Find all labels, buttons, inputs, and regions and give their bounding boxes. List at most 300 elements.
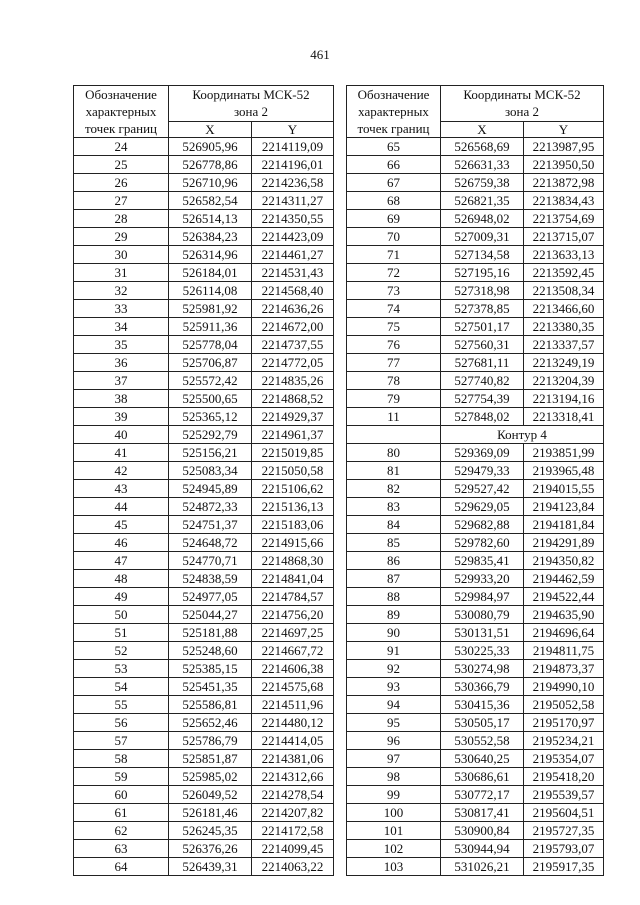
coordinate-y-cell: 2214119,09 — [252, 138, 334, 156]
coordinate-y-cell: 2213380,35 — [524, 318, 604, 336]
point-number-cell: 55 — [74, 696, 169, 714]
coordinate-x-header: X — [441, 121, 524, 137]
coordinate-y-cell: 2194291,89 — [524, 534, 604, 552]
point-number-cell: 68 — [347, 192, 441, 210]
coordinate-y-cell: 2214480,12 — [252, 714, 334, 732]
coordinate-x-cell: 530225,33 — [441, 642, 524, 660]
coordinate-x-cell: 530274,98 — [441, 660, 524, 678]
table-row — [74, 174, 334, 192]
coordinate-y-cell: 2213754,69 — [524, 210, 604, 228]
coordinate-y-cell: 2214099,45 — [252, 840, 334, 858]
table-row — [347, 660, 604, 678]
coordinate-y-cell: 2214575,68 — [252, 678, 334, 696]
coordinate-y-cell: 2194350,82 — [524, 552, 604, 570]
point-number-cell: 50 — [74, 606, 169, 624]
coordinate-x-cell: 524770,71 — [169, 552, 252, 570]
coordinate-x-cell: 526049,52 — [169, 786, 252, 804]
point-number-cell: 67 — [347, 174, 441, 192]
coordinate-y-header: Y — [252, 121, 334, 137]
point-number-cell: 96 — [347, 732, 441, 750]
table-row — [74, 480, 334, 498]
point-number-cell: 76 — [347, 336, 441, 354]
table-row — [74, 408, 334, 426]
coordinate-y-cell: 2214772,05 — [252, 354, 334, 372]
point-number-cell: 37 — [74, 372, 169, 390]
coordinate-x-cell: 529933,20 — [441, 570, 524, 588]
coordinate-x-cell: 525365,12 — [169, 408, 252, 426]
coordinate-x-cell: 530366,79 — [441, 678, 524, 696]
coordinate-y-cell: 2214756,20 — [252, 606, 334, 624]
coordinate-x-cell: 525778,04 — [169, 336, 252, 354]
table-row — [74, 354, 334, 372]
coordinate-y-cell: 2194181,84 — [524, 516, 604, 534]
coordinate-y-cell: 2214667,72 — [252, 642, 334, 660]
coordinate-x-cell: 524945,89 — [169, 480, 252, 498]
coordinate-y-cell: 2195727,35 — [524, 822, 604, 840]
table-row — [347, 696, 604, 714]
table-row — [347, 462, 604, 480]
point-number-cell: 89 — [347, 606, 441, 624]
coordinate-y-cell: 2213508,34 — [524, 282, 604, 300]
coordinates-table-left — [73, 85, 334, 876]
point-number-cell: 84 — [347, 516, 441, 534]
coordinate-x-cell: 524648,72 — [169, 534, 252, 552]
coordinate-x-cell: 526384,23 — [169, 228, 252, 246]
table-row — [74, 192, 334, 210]
coordinate-x-cell: 530686,61 — [441, 768, 524, 786]
table-row — [347, 552, 604, 570]
section-title: Контур 4 — [441, 426, 604, 444]
coordinate-y-cell: 2214207,82 — [252, 804, 334, 822]
table-row — [347, 606, 604, 624]
coordinate-y-cell: 2215019,85 — [252, 444, 334, 462]
point-number-cell: 27 — [74, 192, 169, 210]
table-row — [74, 750, 334, 768]
table-row — [74, 624, 334, 642]
coordinate-y-cell: 2195917,35 — [524, 858, 604, 876]
point-number-cell: 100 — [347, 804, 441, 822]
coordinate-x-cell: 530080,79 — [441, 606, 524, 624]
coordinate-x-cell: 527848,02 — [441, 408, 524, 426]
point-number-cell: 103 — [347, 858, 441, 876]
coordinate-y-cell: 2195170,97 — [524, 714, 604, 732]
table-row — [74, 390, 334, 408]
point-number-cell: 58 — [74, 750, 169, 768]
table-row — [347, 840, 604, 858]
table-row — [347, 516, 604, 534]
coordinate-x-cell: 530944,94 — [441, 840, 524, 858]
coordinate-y-cell: 2214606,38 — [252, 660, 334, 678]
table-row — [74, 282, 334, 300]
coordinate-x-cell: 525083,34 — [169, 462, 252, 480]
table-row — [347, 480, 604, 498]
point-number-cell: 28 — [74, 210, 169, 228]
table-row — [74, 462, 334, 480]
table-row — [74, 570, 334, 588]
table-row — [74, 534, 334, 552]
coordinate-y-cell: 2214868,52 — [252, 390, 334, 408]
coordinate-y-cell: 2213872,98 — [524, 174, 604, 192]
coordinate-y-cell: 2213337,57 — [524, 336, 604, 354]
table-row — [74, 606, 334, 624]
coordinate-y-cell: 2214835,26 — [252, 372, 334, 390]
coordinate-x-cell: 526314,96 — [169, 246, 252, 264]
coordinate-x-cell: 527009,31 — [441, 228, 524, 246]
table-row — [347, 282, 604, 300]
table-row — [347, 174, 604, 192]
point-number-cell: 54 — [74, 678, 169, 696]
table-row — [74, 678, 334, 696]
coordinate-y-cell: 2213592,45 — [524, 264, 604, 282]
coordinate-x-cell: 525500,65 — [169, 390, 252, 408]
coordinate-y-cell: 2215183,06 — [252, 516, 334, 534]
coordinate-x-cell: 525851,87 — [169, 750, 252, 768]
coordinate-x-cell: 525385,15 — [169, 660, 252, 678]
point-number-cell: 71 — [347, 246, 441, 264]
table-row — [347, 588, 604, 606]
point-number-cell: 73 — [347, 282, 441, 300]
point-number-cell: 79 — [347, 390, 441, 408]
coordinate-y-cell: 2193965,48 — [524, 462, 604, 480]
point-number-cell: 70 — [347, 228, 441, 246]
coordinate-x-cell: 524872,33 — [169, 498, 252, 516]
point-number-cell: 63 — [74, 840, 169, 858]
coordinate-y-cell: 2214915,66 — [252, 534, 334, 552]
point-number-cell: 60 — [74, 786, 169, 804]
coordinate-y-cell: 2214672,00 — [252, 318, 334, 336]
point-number-cell: 93 — [347, 678, 441, 696]
point-number-cell: 57 — [74, 732, 169, 750]
point-number-cell: 32 — [74, 282, 169, 300]
table-row — [347, 390, 604, 408]
table-row — [74, 336, 334, 354]
point-number-cell: 31 — [74, 264, 169, 282]
table-row — [74, 804, 334, 822]
coordinate-y-cell: 2213633,13 — [524, 246, 604, 264]
point-number-cell: 87 — [347, 570, 441, 588]
table-row — [347, 642, 604, 660]
point-number-cell: 41 — [74, 444, 169, 462]
coordinate-x-cell: 526245,35 — [169, 822, 252, 840]
coordinate-x-cell: 524751,37 — [169, 516, 252, 534]
table-row — [74, 840, 334, 858]
coordinate-y-cell: 2194635,90 — [524, 606, 604, 624]
table-row — [74, 210, 334, 228]
coordinate-x-cell: 527740,82 — [441, 372, 524, 390]
coordinates-header: Координаты МСК-52 зона 2 — [441, 86, 604, 122]
section-row — [347, 426, 604, 444]
point-number-cell: 59 — [74, 768, 169, 786]
point-number-cell: 49 — [74, 588, 169, 606]
coordinate-x-cell: 527754,39 — [441, 390, 524, 408]
coordinate-y-cell: 2214868,30 — [252, 552, 334, 570]
coordinate-y-cell: 2214172,58 — [252, 822, 334, 840]
table-row — [347, 372, 604, 390]
coordinate-y-cell: 2194015,55 — [524, 480, 604, 498]
point-number-cell: 56 — [74, 714, 169, 732]
coordinate-y-cell: 2214841,04 — [252, 570, 334, 588]
coordinate-y-cell: 2213987,95 — [524, 138, 604, 156]
table-row — [74, 300, 334, 318]
table-row — [74, 768, 334, 786]
coordinate-x-cell: 529479,33 — [441, 462, 524, 480]
coordinate-x-cell: 526778,86 — [169, 156, 252, 174]
table-row — [74, 426, 334, 444]
coordinate-x-cell: 526905,96 — [169, 138, 252, 156]
coordinate-y-cell: 2214311,27 — [252, 192, 334, 210]
coordinate-y-cell: 2214278,54 — [252, 786, 334, 804]
table-row — [74, 714, 334, 732]
point-number-cell: 64 — [74, 858, 169, 876]
coordinate-x-cell: 530817,41 — [441, 804, 524, 822]
table-row — [347, 786, 604, 804]
table-row — [347, 498, 604, 516]
table-row — [347, 678, 604, 696]
point-number-cell: 95 — [347, 714, 441, 732]
table-row — [347, 138, 604, 156]
point-number-cell: 26 — [74, 174, 169, 192]
point-number-cell: 77 — [347, 354, 441, 372]
coordinate-x-cell: 525652,46 — [169, 714, 252, 732]
point-number-cell: 42 — [74, 462, 169, 480]
coordinate-y-cell: 2214531,43 — [252, 264, 334, 282]
coordinate-y-cell: 2215136,13 — [252, 498, 334, 516]
coordinate-y-cell: 2214929,37 — [252, 408, 334, 426]
coordinate-y-cell: 2194990,10 — [524, 678, 604, 696]
point-number-cell: 53 — [74, 660, 169, 678]
table-row — [347, 570, 604, 588]
table-row — [347, 822, 604, 840]
point-number-cell: 29 — [74, 228, 169, 246]
table-row — [74, 552, 334, 570]
point-number-cell: 101 — [347, 822, 441, 840]
coordinate-y-cell: 2213249,19 — [524, 354, 604, 372]
coordinate-x-cell: 529629,05 — [441, 498, 524, 516]
point-number-cell: 52 — [74, 642, 169, 660]
coordinate-y-cell: 2214636,26 — [252, 300, 334, 318]
coordinate-x-cell: 525981,92 — [169, 300, 252, 318]
coordinate-x-cell: 529527,42 — [441, 480, 524, 498]
point-number-cell: 62 — [74, 822, 169, 840]
table-row — [74, 498, 334, 516]
table-row — [347, 804, 604, 822]
table-row — [74, 660, 334, 678]
point-designation-header: Обозначение характерных точек границ — [74, 86, 169, 138]
coordinate-y-cell: 2214414,05 — [252, 732, 334, 750]
point-number-cell: 34 — [74, 318, 169, 336]
point-number-cell: 102 — [347, 840, 441, 858]
coordinate-x-cell: 525586,81 — [169, 696, 252, 714]
coordinate-x-cell: 524838,59 — [169, 570, 252, 588]
coordinate-y-cell: 2214312,66 — [252, 768, 334, 786]
point-number-cell: 94 — [347, 696, 441, 714]
coordinate-x-cell: 525248,60 — [169, 642, 252, 660]
coordinate-y-cell: 2214196,01 — [252, 156, 334, 174]
table-row — [74, 138, 334, 156]
point-number-cell: 25 — [74, 156, 169, 174]
point-number-cell: 75 — [347, 318, 441, 336]
table-row — [74, 858, 334, 876]
table-row — [347, 750, 604, 768]
table-row — [347, 858, 604, 876]
section-empty-cell — [347, 426, 441, 444]
table-row — [74, 786, 334, 804]
table-row — [74, 444, 334, 462]
coordinate-x-cell: 524977,05 — [169, 588, 252, 606]
table-row — [347, 228, 604, 246]
point-number-cell: 98 — [347, 768, 441, 786]
point-number-cell: 78 — [347, 372, 441, 390]
table-row — [74, 156, 334, 174]
table-row — [347, 354, 604, 372]
coordinate-y-cell: 2213834,43 — [524, 192, 604, 210]
coordinate-x-cell: 526514,13 — [169, 210, 252, 228]
table-row — [347, 732, 604, 750]
coordinate-y-cell: 2195604,51 — [524, 804, 604, 822]
point-number-cell: 66 — [347, 156, 441, 174]
point-number-cell: 47 — [74, 552, 169, 570]
coordinate-x-cell: 530772,17 — [441, 786, 524, 804]
coordinate-y-cell: 2194462,59 — [524, 570, 604, 588]
coordinate-x-cell: 525572,42 — [169, 372, 252, 390]
coordinate-x-cell: 525181,88 — [169, 624, 252, 642]
coordinate-y-cell: 2214737,55 — [252, 336, 334, 354]
coordinate-y-cell: 2195234,21 — [524, 732, 604, 750]
coordinate-x-cell: 526631,33 — [441, 156, 524, 174]
coordinate-y-cell: 2193851,99 — [524, 444, 604, 462]
point-number-cell: 43 — [74, 480, 169, 498]
coordinate-x-header: X — [169, 121, 252, 137]
coordinate-x-cell: 530640,25 — [441, 750, 524, 768]
coordinate-x-cell: 525786,79 — [169, 732, 252, 750]
coordinate-x-cell: 525156,21 — [169, 444, 252, 462]
point-number-cell: 80 — [347, 444, 441, 462]
point-number-cell: 11 — [347, 408, 441, 426]
coordinate-y-cell: 2213318,41 — [524, 408, 604, 426]
coordinate-x-cell: 529835,41 — [441, 552, 524, 570]
coordinate-x-cell: 525451,35 — [169, 678, 252, 696]
coordinate-x-cell: 525985,02 — [169, 768, 252, 786]
table-row — [74, 246, 334, 264]
coordinate-x-cell: 526582,54 — [169, 192, 252, 210]
coordinate-y-cell: 2214697,25 — [252, 624, 334, 642]
point-number-cell: 46 — [74, 534, 169, 552]
table-row — [347, 714, 604, 732]
point-number-cell: 51 — [74, 624, 169, 642]
table-row — [347, 210, 604, 228]
table-row — [74, 264, 334, 282]
coordinate-y-cell: 2213466,60 — [524, 300, 604, 318]
coordinate-x-cell: 527681,11 — [441, 354, 524, 372]
point-number-cell: 24 — [74, 138, 169, 156]
table-row — [347, 264, 604, 282]
coordinate-y-cell: 2195052,58 — [524, 696, 604, 714]
point-number-cell: 81 — [347, 462, 441, 480]
table-row — [74, 642, 334, 660]
table-row — [347, 768, 604, 786]
coordinate-x-cell: 526114,08 — [169, 282, 252, 300]
coordinate-y-cell: 2194522,44 — [524, 588, 604, 606]
point-number-cell: 30 — [74, 246, 169, 264]
point-number-cell: 35 — [74, 336, 169, 354]
coordinate-x-cell: 527560,31 — [441, 336, 524, 354]
coordinate-y-cell: 2214350,55 — [252, 210, 334, 228]
coordinate-x-cell: 526376,26 — [169, 840, 252, 858]
coordinate-x-cell: 530900,84 — [441, 822, 524, 840]
coordinate-y-header: Y — [524, 121, 604, 137]
coordinate-x-cell: 527378,85 — [441, 300, 524, 318]
coordinate-x-cell: 526439,31 — [169, 858, 252, 876]
coordinate-y-cell: 2213194,16 — [524, 390, 604, 408]
table-row — [347, 246, 604, 264]
point-number-cell: 83 — [347, 498, 441, 516]
table-row — [347, 156, 604, 174]
coordinate-x-cell: 526821,35 — [441, 192, 524, 210]
coordinate-y-cell: 2195539,57 — [524, 786, 604, 804]
table-row — [347, 624, 604, 642]
point-number-cell: 74 — [347, 300, 441, 318]
table-row — [74, 516, 334, 534]
coordinate-y-cell: 2215106,62 — [252, 480, 334, 498]
table-row — [347, 300, 604, 318]
table-row — [74, 372, 334, 390]
table-row — [74, 588, 334, 606]
coordinate-y-cell: 2194123,84 — [524, 498, 604, 516]
coordinate-y-cell: 2213715,07 — [524, 228, 604, 246]
table-row — [347, 336, 604, 354]
point-number-cell: 33 — [74, 300, 169, 318]
coordinate-x-cell: 531026,21 — [441, 858, 524, 876]
point-number-cell: 39 — [74, 408, 169, 426]
table-row — [74, 696, 334, 714]
table-row — [74, 318, 334, 336]
point-number-cell: 90 — [347, 624, 441, 642]
point-number-cell: 61 — [74, 804, 169, 822]
coordinate-x-cell: 526568,69 — [441, 138, 524, 156]
point-number-cell: 65 — [347, 138, 441, 156]
point-number-cell: 85 — [347, 534, 441, 552]
table-row — [347, 408, 604, 426]
point-number-cell: 44 — [74, 498, 169, 516]
page-number: 461 — [310, 47, 330, 62]
table-row — [74, 822, 334, 840]
point-number-cell: 97 — [347, 750, 441, 768]
coordinate-y-cell: 2195418,20 — [524, 768, 604, 786]
coordinate-x-cell: 529984,97 — [441, 588, 524, 606]
coordinate-y-cell: 2215050,58 — [252, 462, 334, 480]
coordinate-y-cell: 2214784,57 — [252, 588, 334, 606]
coordinate-y-cell: 2194696,64 — [524, 624, 604, 642]
point-number-cell: 86 — [347, 552, 441, 570]
coordinate-x-cell: 529369,09 — [441, 444, 524, 462]
point-number-cell: 88 — [347, 588, 441, 606]
point-number-cell: 69 — [347, 210, 441, 228]
coordinate-x-cell: 526184,01 — [169, 264, 252, 282]
table-row — [74, 732, 334, 750]
coordinate-x-cell: 527134,58 — [441, 246, 524, 264]
coordinate-y-cell: 2195793,07 — [524, 840, 604, 858]
coordinate-y-cell: 2194811,75 — [524, 642, 604, 660]
point-designation-header: Обозначение характерных точек границ — [347, 86, 441, 138]
coordinate-x-cell: 527195,16 — [441, 264, 524, 282]
coordinate-x-cell: 525911,36 — [169, 318, 252, 336]
coordinate-x-cell: 525292,79 — [169, 426, 252, 444]
coordinate-y-cell: 2214568,40 — [252, 282, 334, 300]
coordinate-x-cell: 529682,88 — [441, 516, 524, 534]
coordinate-y-cell: 2214461,27 — [252, 246, 334, 264]
coordinate-x-cell: 530552,58 — [441, 732, 524, 750]
point-number-cell: 45 — [74, 516, 169, 534]
